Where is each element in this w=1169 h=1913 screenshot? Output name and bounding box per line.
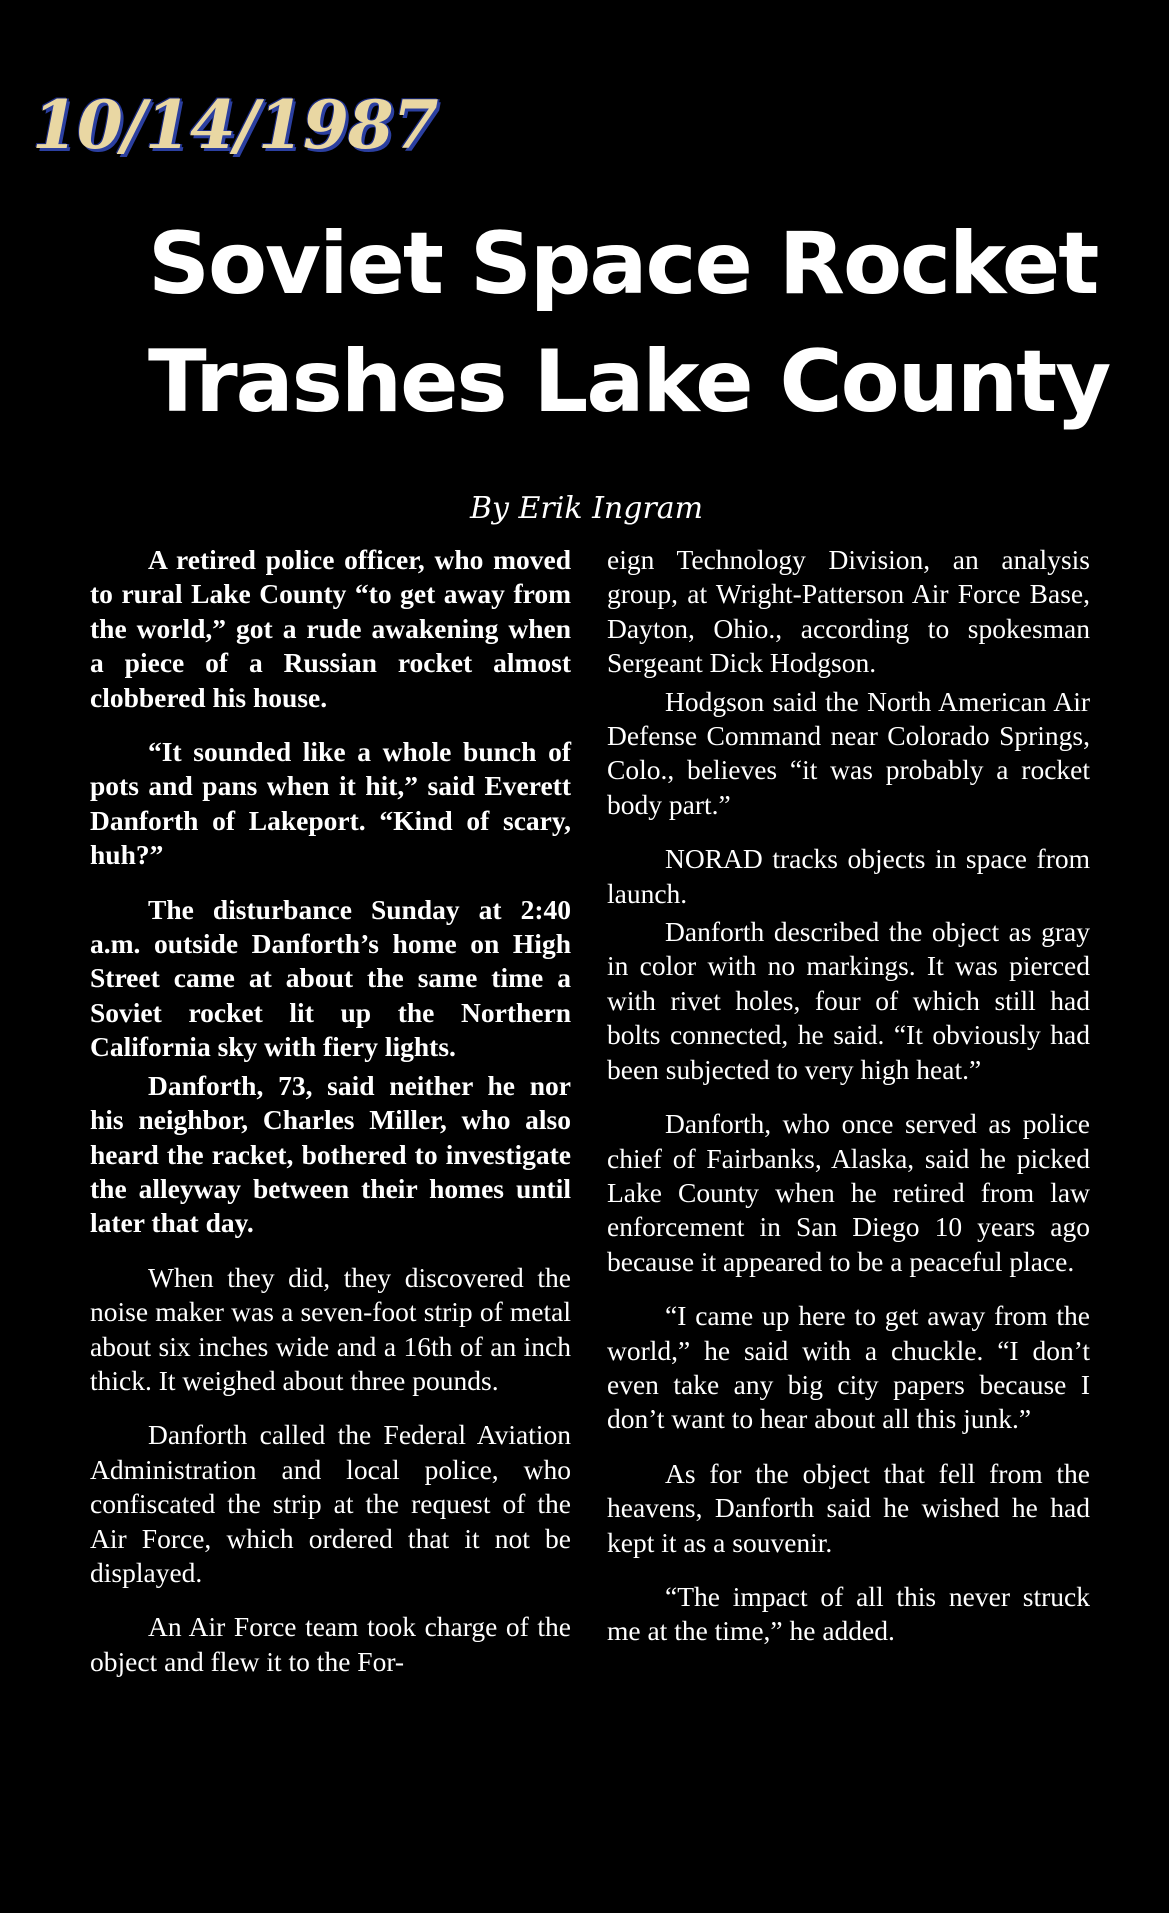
- headline-line-2: Trashes Lake County: [148, 332, 1110, 432]
- paragraph: Danforth called the Federal Aviation Administration and local police, who confiscated the strip at the request of the Air Force, which ordered that it not be displayed.: [90, 1419, 571, 1588]
- paragraph: Hodgson said the North American Air Defense Command near Colorado Springs, Colo., believes “it was probably a rocket body part.”: [607, 685, 1090, 820]
- paragraph: Danforth, 73, said neither he nor his neighbor, Charles Miller, who also heard the racket, bothered to investigate the alleyway between their homes until later that day.: [90, 1069, 571, 1239]
- paragraph: An Air Force team took charge of the object and flew it to the For-: [90, 1611, 571, 1677]
- byline: By Erik Ingram: [470, 491, 704, 526]
- paragraph: The disturbance Sunday at 2:40 a.m. outside Danforth’s home on High Street came at about the same time a Soviet rocket lit up the Northern California sky with fiery lights.: [90, 893, 571, 1063]
- paragraph: eign Technology Division, an analysis group, at Wright-Patterson Air Force Base, Dayton, Ohio., according to spokesman Sergeant Dick Hodgson.: [607, 544, 1090, 679]
- paragraph: Danforth described the object as gray in color with no markings. It was pierced with rivet holes, four of which still had bolts connected, he said. “It obviously had been subjected to very high heat.”: [607, 916, 1090, 1085]
- paragraph: A retired police officer, who moved to rural Lake County “to get away from the world,” got a rude awakening when a piece of a Russian rocket almost clobbered his house.: [90, 544, 571, 713]
- paragraph: As for the object that fell from the heavens, Danforth said he wished he had kept it as a souvenir.: [607, 1457, 1090, 1558]
- article-column-right: [607, 543, 1090, 1669]
- headline: [148, 205, 1110, 441]
- paragraph: Danforth, who once served as police chief of Fairbanks, Alaska, said he picked Lake County when he retired from law enforcement in San Diego 10 years ago because it appeared to be a peaceful place.: [607, 1108, 1090, 1277]
- date-stamp: 10/14/1987: [32, 86, 438, 164]
- article-column-left: [90, 543, 571, 1699]
- headline-line-1: Soviet Space Rocket: [148, 214, 1098, 314]
- paragraph: “It sounded like a whole bunch of pots and pans when it hit,” said Everett Danforth of Lakeport. “Kind of scary, huh?”: [90, 736, 571, 871]
- paragraph: When they did, they discovered the noise maker was a seven-foot strip of metal about six inches wide and a 16th of an inch thick. It weighed about three pounds.: [90, 1261, 571, 1396]
- paragraph: “The impact of all this never struck me at the time,” he added.: [607, 1580, 1090, 1647]
- paragraph: “I came up here to get away from the world,” he said with a chuckle. “I don’t even take any big city papers because I don’t want to hear about all this junk.”: [607, 1300, 1090, 1435]
- paragraph: NORAD tracks objects in space from launch.: [607, 843, 1090, 909]
